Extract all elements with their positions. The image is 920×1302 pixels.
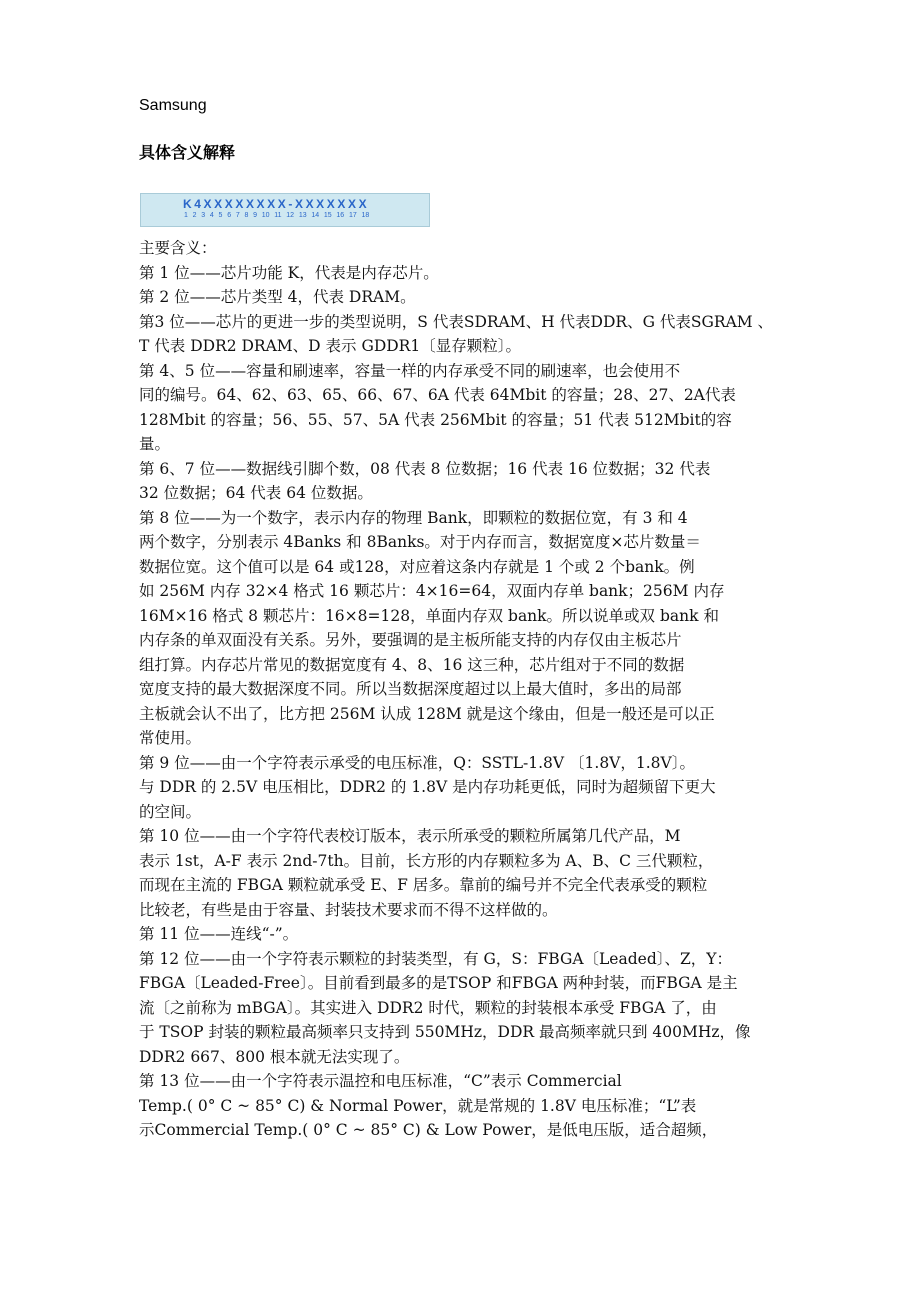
text-line: 流〔之前称为 mBGA〕。其实进入 DDR2 时代，颗粒的封装根本承受 FBGA 了，由 [139, 998, 717, 1017]
text-line: 主板就会认不出了，比方把 256M 认成 128M 就是这个缘由，但是一般还是可以正 [139, 704, 715, 723]
text-line: 第 2 位——芯片类型 4，代表 DRAM。 [139, 288, 416, 306]
text-line: 第 4、5 位——容量和刷速率，容量一样的内存承受不同的刷速率，也会使用不 [139, 361, 681, 380]
text-line: 两个数字，分别表示 4Banks 和 8Banks。对于内存而言，数据宽度×芯片数量＝ [139, 533, 701, 551]
text-line: T 代表 DDR2 DRAM、D 表示 GDDR1〔显存颗粒〕。 [139, 337, 521, 355]
text-line: 32 位数据；64 代表 64 位数据。 [139, 484, 373, 502]
text-line: 第 10 位——由一个字符代表校订版本，表示所承受的颗粒所属第几代产品，M [139, 827, 681, 845]
text-line: 第 6、7 位——数据线引脚个数，08 代表 8 位数据；16 代表 16 位数据；32 代表 [139, 459, 711, 478]
text-line: 如 256M 内存 32×4 格式 16 颗芯片：4×16=64，双面内存单 bank；256M 内存 [139, 582, 725, 600]
text-line: 第 1 位——芯片功能 K，代表是内存芯片。 [139, 263, 439, 282]
text-line: 第 13 位——由一个字符表示温控和电压标准，“C”表示 Commercial [139, 1072, 622, 1090]
part-number-positions: 1 2 3 4 5 6 7 8 9 10 11 12 13 14 15 16 17 18 [184, 212, 370, 219]
text-line: 128Mbit 的容量；56、55、57、5A 代表 256Mbit 的容量；51 代表 512Mbit的容 [139, 410, 732, 429]
text-line: 宽度支持的最大数据深度不同。所以当数据深度超过以上最大值时，多出的局部 [139, 680, 682, 698]
part-number-code: K4XXXXXXXX-XXXXXXX [183, 197, 370, 211]
text-line: Temp.( 0° C ~ 85° C) & Normal Power，就是常规的 1.8V 电压标准；“L”表 [139, 1096, 697, 1115]
text-line: 的空间。 [139, 802, 202, 821]
part-number-diagram [140, 193, 430, 227]
text-line: 常使用。 [139, 729, 202, 747]
text-line: 数据位宽。这个值可以是 64 或128，对应着这条内存就是 1 个或 2 个bank。例 [139, 557, 695, 576]
text-line: 第 12 位——由一个字符表示颗粒的封装类型，有 G，S：FBGA〔Leaded〕、Z，Y： [139, 949, 732, 968]
text-line: 第 9 位——由一个字符表示承受的电压标准，Q：SSTL-1.8V 〔1.8V，1.8V〕。 [139, 753, 695, 772]
document-heading: Samsung [139, 97, 207, 114]
text-line: 内存条的单双面没有关系。另外，要强调的是主板所能支持的内存仅由主板芯片 [139, 631, 682, 649]
text-line: 示Commercial Temp.( 0° C ~ 85° C) & Low Power，是低电压版，适合超频， [139, 1121, 718, 1139]
text-line: 第 8 位——为一个数字，表示内存的物理 Bank，即颗粒的数据位宽，有 3 和 4 [139, 508, 688, 527]
text-line: 比较老，有些是由于容量、封装技术要求而不得不这样做的。 [139, 900, 558, 919]
text-line: DDR2 667、800 根本就无法实现了。 [139, 1047, 410, 1066]
text-line: 第 11 位——连线“-”。 [139, 925, 299, 943]
text-line: 量。 [139, 435, 171, 453]
text-line: 于 TSOP 封装的颗粒最高频率只支持到 550MHz，DDR 最高频率就只到 400MHz，像 [139, 1023, 751, 1041]
text-line: 主要含义： [139, 239, 217, 257]
text-line: 与 DDR 的 2.5V 电压相比，DDR2 的 1.8V 是内存功耗更低，同时为超频留下更大 [139, 778, 716, 796]
text-line: 组打算。内存芯片常见的数据宽度有 4、8、16 这三种，芯片组对于不同的数据 [139, 655, 685, 674]
text-line: 而现在主流的 FBGA 颗粒就承受 E、F 居多。靠前的编号并不完全代表承受的颗粒 [139, 876, 708, 894]
text-line: 同的编号。64、62、63、65、66、67、6A 代表 64Mbit 的容量；28、27、2A代表 [139, 386, 736, 404]
text-line: 表示 1st，A-F 表示 2nd-7th。目前，长方形的内存颗粒多为 A、B、C 三代颗粒， [139, 851, 714, 870]
text-line: 第3 位——芯片的更进一步的类型说明，S 代表SDRAM、H 代表DDR、G 代表SGRAM 、 [139, 312, 774, 331]
text-line: FBGA〔Leaded-Free〕。目前看到最多的是TSOP 和FBGA 两种封装，而FBGA 是主 [139, 974, 738, 992]
document-body [139, 236, 787, 1143]
section-title: 具体含义解释 [139, 145, 236, 162]
text-line: 16M×16 格式 8 颗芯片：16×8=128，单面内存双 bank。所以说单或双 bank 和 [139, 606, 719, 625]
